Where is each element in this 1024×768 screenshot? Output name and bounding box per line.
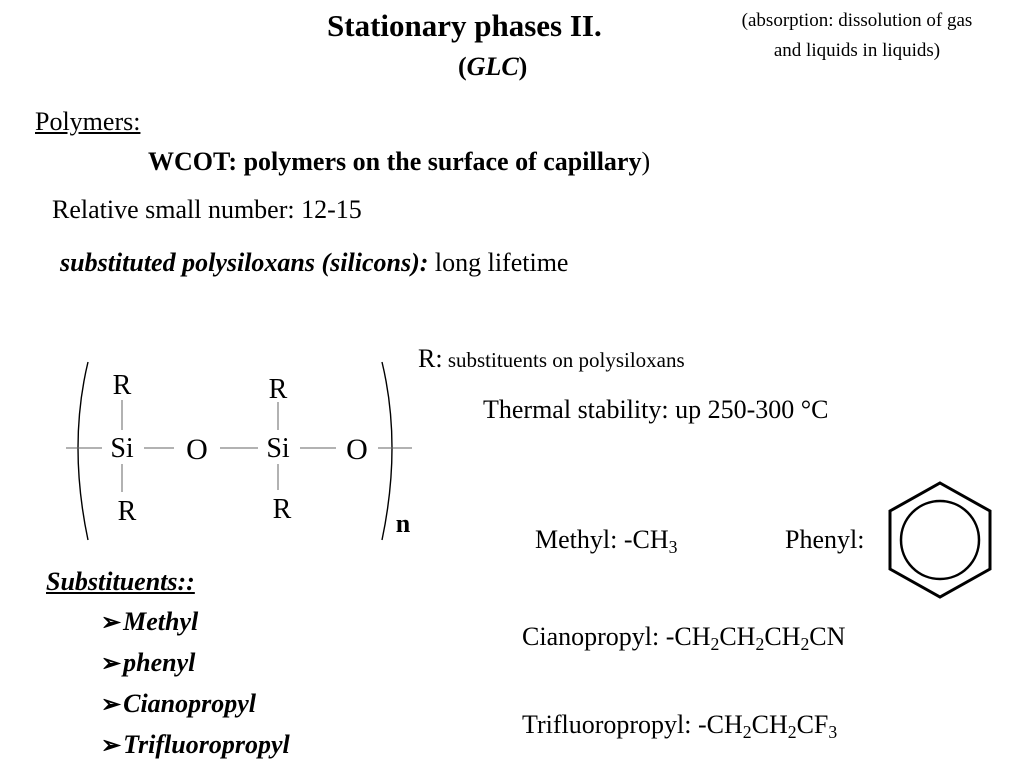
relative-number-line: Relative small number: 12-15 (52, 195, 362, 224)
absorption-note (692, 6, 1022, 66)
arrow-bullet-icon: ➢ (101, 733, 122, 759)
wcot-line: WCOT: polymers on the surface of capillary) (148, 147, 651, 176)
list-item: ➢phenyl (101, 648, 196, 677)
absorption-note-line-2: and liquids in liquids) (773, 40, 941, 61)
right-bracket (382, 362, 392, 540)
o-atom-2: O (346, 433, 368, 466)
o-atom-1: O (186, 433, 208, 466)
methyl-formula: Methyl: $-CH_3$ (535, 525, 678, 557)
si-atom-1: Si (110, 433, 134, 464)
list-item: ➢Trifluoropropyl (101, 730, 290, 759)
slide-title: Stationary phases II. (327, 8, 602, 43)
glc-subtitle: (GLC) (458, 52, 528, 81)
polysiloxane-structure (60, 350, 430, 550)
r-definition: R: substituents on polysiloxans (418, 344, 685, 373)
polymers-heading: Polymers: (35, 107, 141, 136)
substituents-list (46, 562, 290, 766)
left-bracket (78, 362, 88, 540)
substituted-polysiloxans-line: substituted polysiloxans (silicons): long lifetime (60, 248, 569, 277)
repeat-n: n (395, 509, 411, 538)
trifluoropropyl-formula: Trifluoropropyl: $-CH_2CH_2CF_3$ (522, 710, 838, 742)
r-bottom-1: R (117, 496, 137, 527)
absorption-note-line-1: (absorption: dissolution of gas (741, 10, 973, 31)
list-item: ➢Methyl (101, 607, 199, 636)
arrow-bullet-icon: ➢ (101, 651, 122, 677)
phenyl-label: Phenyl: (785, 525, 865, 554)
thermal-stability: Thermal stability: up 250-300 °C (483, 395, 829, 424)
benzene-ring-icon (884, 480, 996, 600)
r-bottom-2: R (272, 494, 292, 525)
cianopropyl-formula: Cianopropyl: $-CH_2CH_2CH_2CN$ (522, 622, 846, 654)
si-atom-2: Si (266, 433, 290, 464)
arrow-bullet-icon: ➢ (101, 610, 122, 636)
r-top-1: R (112, 370, 132, 401)
list-item: ➢Cianopropyl (101, 689, 257, 718)
r-top-2: R (268, 374, 288, 405)
arrow-bullet-icon: ➢ (101, 692, 122, 718)
substituents-heading: Substituents:: (46, 567, 195, 596)
